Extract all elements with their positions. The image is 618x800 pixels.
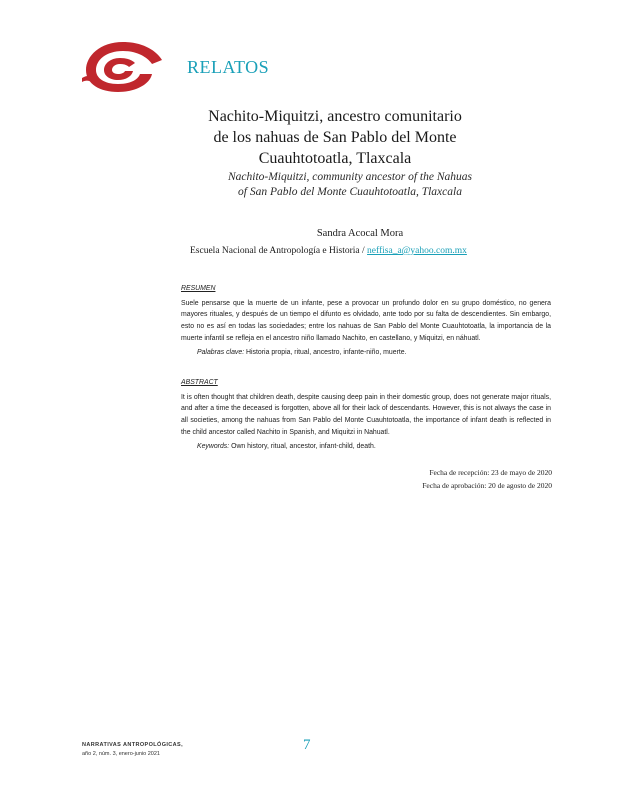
journal-name: NARRATIVAS ANTROPOLÓGICAS, bbox=[82, 742, 184, 748]
resumen-section bbox=[181, 283, 551, 358]
journal-logo-icon bbox=[80, 38, 166, 94]
author-name: Sandra Acocal Mora bbox=[316, 228, 404, 239]
title-line: Nachito-Miquitzi, ancestro comunitario bbox=[208, 108, 462, 125]
keywords-label: Palabras clave: bbox=[197, 348, 245, 356]
abstract-heading: ABSTRACT bbox=[181, 379, 218, 386]
article-title bbox=[180, 106, 490, 169]
section-label: RELATOS bbox=[187, 57, 270, 77]
subtitle-line: Nachito-Miquitzi, community ancestor of the Nahuas bbox=[227, 171, 473, 183]
date-approved: Fecha de aprobación: 20 de agosto de 2020 bbox=[422, 481, 552, 490]
subtitle-line: of San Pablo del Monte Cuauhtotoatla, Tlaxcala bbox=[238, 186, 462, 198]
keywords-label: Keywords: bbox=[197, 442, 230, 450]
author-affiliation bbox=[190, 246, 590, 256]
article-dates bbox=[422, 466, 552, 492]
article-subtitle bbox=[220, 170, 480, 200]
title-line: Cuauhtotoatla, Tlaxcala bbox=[258, 150, 412, 167]
abstract-section bbox=[181, 377, 551, 452]
abstract-text: It is often thought that children death, despite causing deep pain in their domestic group, does not generate major rituals, and after a time the deceased is forgotten, above all for their lack of descendants. However, this is not always the case in all societies, among the nahuas from San Pablo del Monte Cuauhtotoatla, the importance of infant death is reflected in the child ancestor called Nachito in Spanish, and Miquitzi in Nahuatl. bbox=[181, 393, 551, 436]
page-number: 7 bbox=[303, 737, 311, 753]
footer-journal-info bbox=[82, 741, 183, 758]
resumen-keywords bbox=[181, 347, 551, 359]
title-line: de los nahuas de San Pablo del Monte bbox=[213, 129, 457, 146]
author-email-link[interactable]: neffisa_a@yahoo.com.mx bbox=[367, 246, 467, 256]
date-received: Fecha de recepción: 23 de mayo de 2020 bbox=[429, 468, 552, 477]
keywords-text: Historia propia, ritual, ancestro, infante-niño, muerte. bbox=[246, 348, 407, 356]
resumen-text: Suele pensarse que la muerte de un infante, pese a provocar un profundo dolor en su grupo doméstico, no genera mayores rituales, y después de un tiempo el difunto es olvidado, ante todo por su falta de descendientes. Sin embargo, esto no es así en todas las sociedades; entre los nahuas de San Pablo del Monte Cuauhtotoatla, la importancia de la muerte infantil se refleja en el ancestro niño llamado Nachito, en castellano, y Miquitzi, en náhuatl. bbox=[181, 299, 551, 342]
abstract-keywords bbox=[181, 441, 551, 453]
keywords-text: Own history, ritual, ancestor, infant-child, death. bbox=[231, 442, 376, 450]
affiliation-text: Escuela Nacional de Antropología e Historia / bbox=[190, 246, 368, 256]
resumen-heading: RESUMEN bbox=[181, 285, 216, 292]
journal-issue: año 2, núm. 3, enero-junio 2021 bbox=[82, 750, 160, 757]
